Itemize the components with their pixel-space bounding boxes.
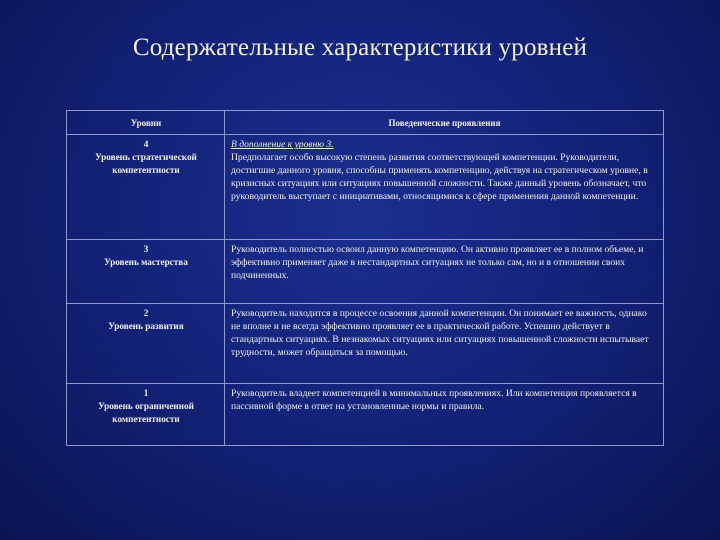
behavior-cell — [225, 135, 664, 240]
level-name-line: Уровень ограниченной — [98, 401, 194, 411]
header-levels: Уровни — [67, 111, 225, 135]
level-name-line: Уровень стратегической — [95, 152, 197, 162]
behavior-cell — [225, 384, 664, 446]
level-name-line: Уровень мастерства — [104, 257, 188, 267]
behavior-cell — [225, 304, 664, 384]
behavior-text: Предполагает особо высокую степень развития соответствующей компетенции. Руководители, достигшие данного уровня, способны применять компетенцию, действуя на стратегическом уровне, в кризисных ситуациях или ситуациях повышенной сложности. Также данный уровень обозначает, что руководитель выступает с инициативами, относящимися к сфере применения данной компетенции. — [231, 152, 648, 202]
levels-table — [66, 110, 664, 446]
behavior-intro: В дополнение к уровню 3. — [231, 139, 334, 150]
table-row — [67, 240, 664, 304]
level-cell — [67, 304, 225, 384]
level-number: 2 — [143, 308, 149, 318]
level-number: 1 — [143, 388, 149, 398]
behavior-cell — [225, 240, 664, 304]
table-row — [67, 384, 664, 446]
slide-title: Содержательные характеристики уровней — [132, 34, 588, 61]
table-header-row — [67, 111, 664, 135]
table-row — [67, 304, 664, 384]
behavior-text: Руководитель владеет компетенцией в минимальных проявлениях. Или компетенция проявляется в пассивной форме в ответ на установленные нормы и правила. — [231, 388, 637, 412]
level-name-line: компетентности — [112, 414, 180, 424]
behavior-text: Руководитель находится в процессе освоения данной компетенции. Он понимает ее важность, однако не вполне и не всегда эффективно проявляет ее в практической работе. Успешно действует в стандартных ситуациях. В незнакомых ситуациях или ситуациях повышенной сложности испытывает трудности, может обращаться за помощью. — [231, 308, 649, 358]
level-name-line: Уровень развития — [108, 321, 184, 331]
header-behavior: Поведенческие проявления — [225, 111, 664, 135]
level-name-line: компетентности — [112, 165, 180, 175]
level-cell — [67, 135, 225, 240]
behavior-text: Руководитель полностью освоил данную компетенцию. Он активно проявляет ее в полном объеме, и эффективно применяет даже в нестандартных ситуациях не только сам, но и в отношении своих подчиненных. — [231, 244, 644, 281]
level-cell — [67, 384, 225, 446]
level-number: 3 — [143, 244, 149, 254]
level-number: 4 — [143, 139, 149, 149]
level-cell — [67, 240, 225, 304]
table-row — [67, 135, 664, 240]
